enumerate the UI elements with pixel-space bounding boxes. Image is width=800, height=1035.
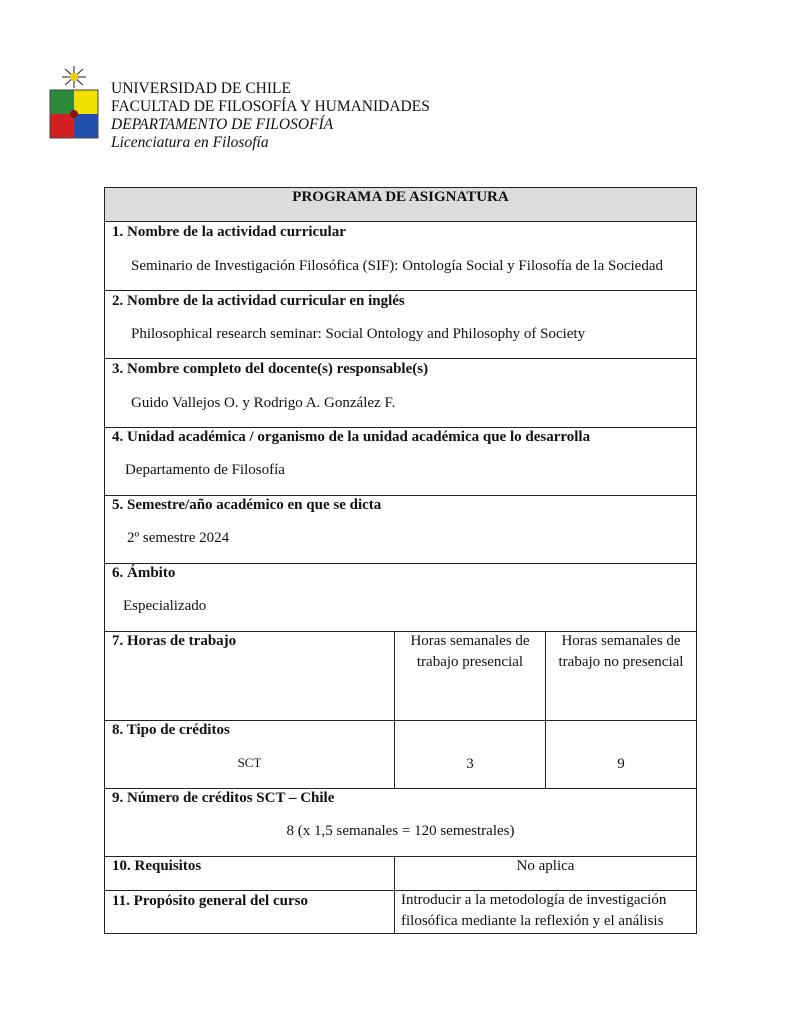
section-value: Seminario de Investigación Filosófica (SIF): Ontología Social y Filosofía de la Sociedad — [131, 258, 663, 274]
section-label: 7. Horas de trabajo — [112, 633, 237, 649]
section-4 — [104, 427, 697, 496]
table-title-row — [104, 187, 697, 222]
credit-type: SCT — [237, 755, 262, 770]
department-name: DEPARTAMENTO DE FILOSOFÍA — [111, 116, 334, 133]
purpose-cell — [394, 890, 697, 934]
faculty-name: FACULTAD DE FILOSOFÍA Y HUMANIDADES — [111, 98, 430, 115]
hours-no-presencial-value: 9 — [617, 756, 625, 772]
section-2 — [104, 290, 697, 359]
section-label: 2. Nombre de la actividad curricular en inglés — [112, 293, 405, 309]
hours-no-presencial-cell — [545, 720, 697, 789]
section-label: 9. Número de créditos SCT – Chile — [112, 790, 335, 806]
section-value: Guido Vallejos O. y Rodrigo A. González F. — [131, 395, 396, 411]
table-title: PROGRAMA DE ASIGNATURA — [292, 189, 509, 205]
section-3 — [104, 358, 697, 428]
purpose-line: Introducir a la metodología de investigación — [401, 892, 667, 908]
section-8 — [104, 720, 395, 789]
section-label: 11. Propósito general del curso — [112, 893, 308, 909]
header-line: trabajo presencial — [416, 654, 524, 670]
section-11 — [104, 890, 395, 934]
section-label: 5. Semestre/año académico en que se dicta — [112, 497, 382, 513]
section-label: 3. Nombre completo del docente(s) responsable(s) — [112, 361, 429, 377]
section-label: 1. Nombre de la actividad curricular — [112, 224, 346, 240]
section-value: Philosophical research seminar: Social Ontology and Philosophy of Society — [131, 326, 586, 342]
hours-no-presencial-header — [545, 631, 697, 721]
section-value: Especializado — [123, 598, 207, 614]
section-label: 4. Unidad académica / organismo de la unidad académica que lo desarrolla — [112, 429, 591, 445]
requisitos-cell — [394, 856, 697, 891]
section-6 — [104, 563, 697, 632]
program-name: Licenciatura en Filosofía — [111, 134, 269, 151]
header-line: Horas semanales de — [410, 633, 530, 649]
section-label: 10. Requisitos — [112, 858, 202, 874]
header-line: Horas semanales de — [561, 633, 681, 649]
section-7 — [104, 631, 395, 721]
purpose-line: filosófica mediante la reflexión y el análisis — [401, 913, 664, 929]
section-1 — [104, 221, 697, 291]
section-label: 8. Tipo de créditos — [112, 722, 230, 738]
section-label: 6. Ámbito — [112, 565, 176, 581]
university-name: UNIVERSIDAD DE CHILE — [111, 80, 291, 97]
section-5 — [104, 495, 697, 564]
hours-presencial-header — [394, 631, 546, 721]
university-logo — [48, 64, 100, 140]
section-value: 2º semestre 2024 — [127, 530, 230, 546]
hours-presencial-value: 3 — [466, 756, 474, 772]
section-value: Departamento de Filosofía — [125, 462, 285, 478]
header-line: trabajo no presencial — [558, 654, 684, 670]
hours-presencial-cell — [394, 720, 546, 789]
section-value: 8 (x 1,5 semanales = 120 semestrales) — [286, 823, 515, 839]
section-value: No aplica — [516, 858, 575, 874]
section-10 — [104, 856, 395, 891]
section-9 — [104, 788, 697, 857]
